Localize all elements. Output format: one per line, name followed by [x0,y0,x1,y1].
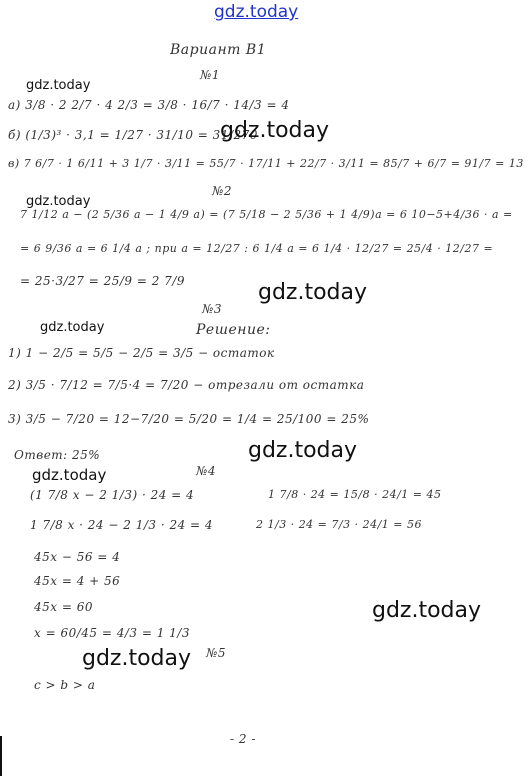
task3-answer: Ответ: 25% [14,448,101,462]
task4-line3: 45x − 56 = 4 [34,550,121,564]
task4-side2: 2 1/3 · 24 = 7/3 · 24/1 = 56 [256,518,422,531]
task3-line3: 3) 3/5 − 7/20 = 12−7/20 = 5/20 = 1/4 = 25/100 = 25% [8,412,370,426]
page-title: Вариант В1 [170,42,267,58]
watermark: gdz.today [258,280,368,305]
task4-number: №4 [196,464,216,478]
header-watermark[interactable]: gdz.today [214,2,299,22]
watermark: gdz.today [32,466,107,484]
task3-line1: 1) 1 − 2/5 = 5/5 − 2/5 = 3/5 − остаток [8,346,275,360]
watermark: gdz.today [220,118,330,143]
watermark: gdz.today [40,320,105,335]
task5-line1: c > b > a [34,678,96,692]
task3-line2: 2) 3/5 · 7/12 = 7/5·4 = 7/20 − отрезали от остатка [8,378,365,392]
watermark: gdz.today [372,598,482,623]
task4-line6: x = 60/45 = 4/3 = 1 1/3 [34,626,190,640]
page-number: - 2 - [230,732,256,746]
task1-line-b: б) (1/3)³ · 3,1 = 1/27 · 31/10 = 31/270 [8,128,258,142]
task4-line1: (1 7/8 x − 2 1/3) · 24 = 4 [30,488,195,502]
task5-number: №5 [206,646,226,660]
task2-number: №2 [212,184,232,198]
task4-line5: 45x = 60 [34,600,93,614]
watermark: gdz.today [26,194,91,209]
task1-line-a: а) 3/8 · 2 2/7 · 4 2/3 = 3/8 · 16/7 · 14/3 = 4 [8,98,290,112]
watermark: gdz.today [82,646,192,671]
task4-line4: 45x = 4 + 56 [34,574,121,588]
task2-line3: = 25·3/27 = 25/9 = 2 7/9 [20,274,185,288]
task1-number: №1 [200,68,220,82]
watermark: gdz.today [248,438,358,463]
task3-number: №3 [202,302,222,316]
task2-line2: = 6 9/36 a = 6 1/4 a ; при a = 12/27 : 6 1/4 a = 6 1/4 · 12/27 = 25/4 · 12/27 = [20,242,494,255]
task4-line2: 1 7/8 x · 24 − 2 1/3 · 24 = 4 [30,518,214,532]
margin-line [0,736,2,776]
task4-side1: 1 7/8 · 24 = 15/8 · 24/1 = 45 [268,488,442,501]
watermark: gdz.today [26,78,91,93]
task1-line-v: в) 7 6/7 · 1 6/11 + 3 1/7 · 3/11 = 55/7 · 17/11 + 22/7 · 3/11 = 85/7 + 6/7 = 91/7 = 13 [8,157,524,170]
task2-line1: 7 1/12 a − (2 5/36 a − 1 4/9 a) = (7 5/18 − 2 5/36 + 1 4/9)a = 6 10−5+4/36 · a = [20,208,513,221]
task3-heading: Решение: [196,322,271,338]
